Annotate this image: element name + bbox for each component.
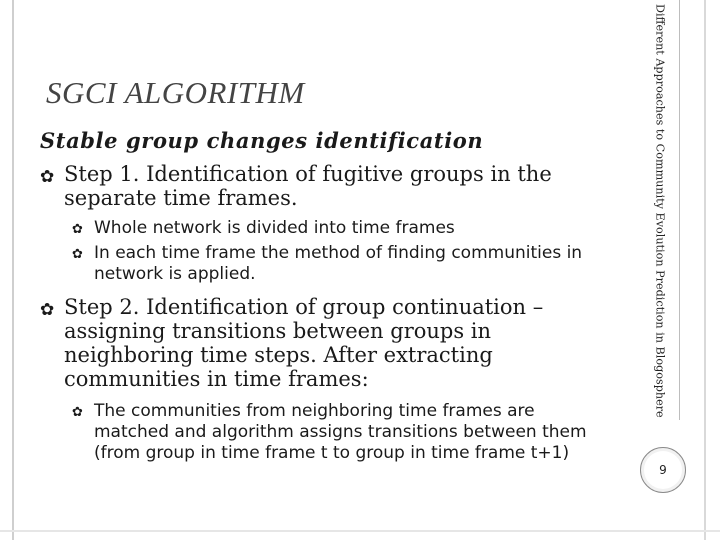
sub-bullet-1-1 bbox=[40, 218, 608, 239]
step-1-text: Identification of fugitive groups in the separate time frames. bbox=[64, 162, 552, 210]
step-2-label: Step 2. bbox=[64, 295, 140, 319]
sub-bullet-text: The communities from neighboring time frames are matched and algorithm assigns transitions between them (from group in time frame t to group in time frame t+1) bbox=[94, 401, 587, 463]
fleuron-bullet-icon: ✿ bbox=[40, 300, 55, 320]
bullet-step-2 bbox=[40, 295, 608, 391]
page-number: 9 bbox=[659, 463, 667, 477]
sub-bullet-text: Whole network is divided into time frames bbox=[94, 218, 455, 238]
step-1-label: Step 1. bbox=[64, 162, 140, 186]
slide-subtitle: Stable group changes identification bbox=[40, 128, 484, 153]
side-label-container bbox=[636, 4, 684, 418]
slide-content bbox=[40, 162, 608, 464]
bullet-step-1 bbox=[40, 162, 608, 210]
fleuron-bullet-icon: ✿ bbox=[72, 247, 83, 262]
bottom-frame-line bbox=[0, 530, 720, 532]
side-label: Different Approaches to Community Evolution Prediction in Blogosphere bbox=[653, 4, 667, 418]
fleuron-bullet-icon: ✿ bbox=[40, 167, 55, 187]
sub-bullet-text: In each time frame the method of finding communities in network is applied. bbox=[94, 243, 583, 284]
left-frame-line bbox=[12, 0, 14, 540]
right-frame-line bbox=[704, 0, 706, 540]
sub-bullet-2-1 bbox=[40, 401, 608, 464]
page-number-badge bbox=[640, 447, 686, 493]
step-2-text: Identification of group continuation – assigning transitions between groups in neighboring time steps. After extracting communities in time frames: bbox=[64, 295, 544, 391]
fleuron-bullet-icon: ✿ bbox=[72, 405, 83, 420]
sub-bullet-1-2 bbox=[40, 243, 608, 285]
slide-title: SGCI ALGORITHM bbox=[46, 75, 305, 110]
fleuron-bullet-icon: ✿ bbox=[72, 222, 83, 237]
